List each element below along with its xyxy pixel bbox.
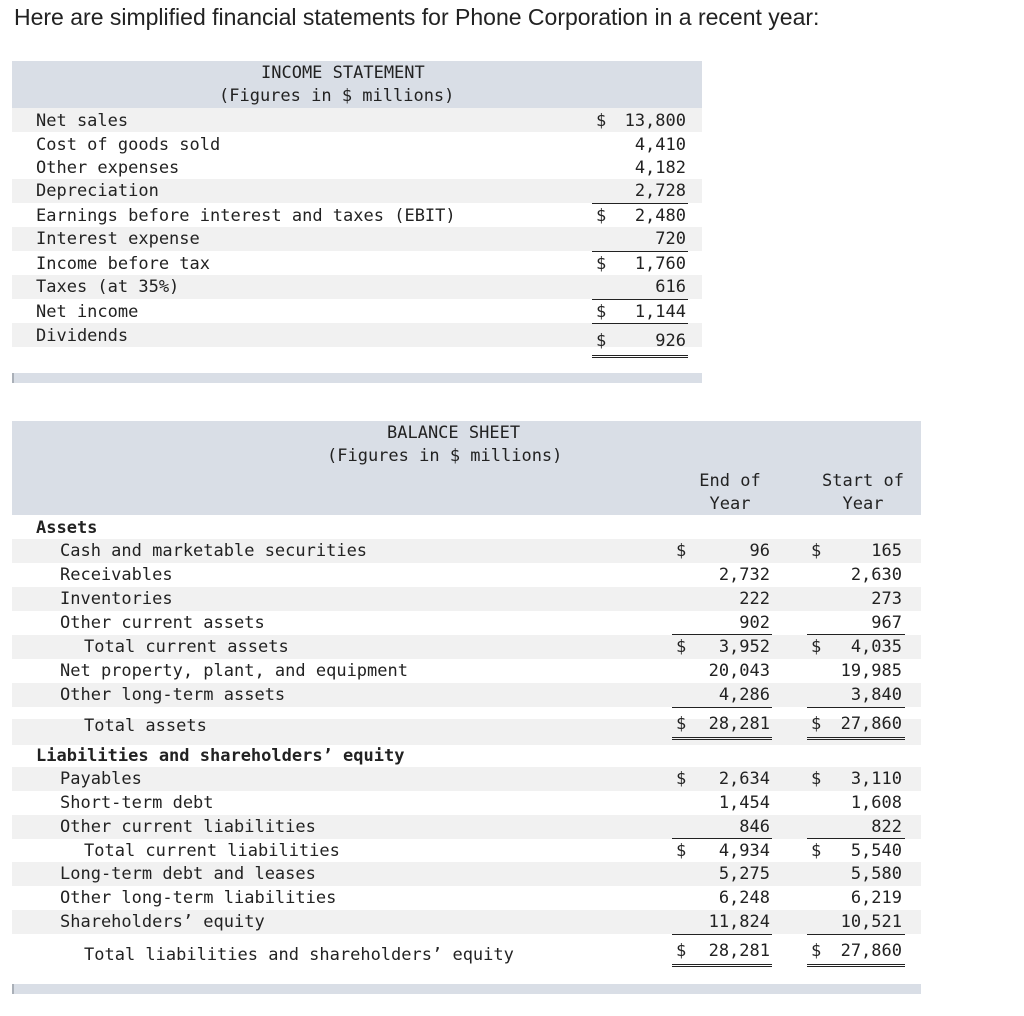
- bs-row-start-value: 10,521: [840, 912, 902, 932]
- is-row-label: Net income: [36, 302, 139, 322]
- is-row-value: 1,144: [634, 302, 686, 322]
- bs-row-other-long-term-liabilities: [12, 886, 921, 910]
- bs-row-start-value: 5,580: [850, 864, 902, 884]
- is-row-cogs: [12, 133, 702, 157]
- balance-sheet-header: [12, 421, 921, 515]
- bs-row-end-value: 28,281: [708, 941, 770, 961]
- bs-row-label: Total current assets: [84, 637, 289, 657]
- is-row-label: Depreciation: [36, 181, 159, 201]
- bs-section-label: Liabilities and shareholders’ equity: [36, 746, 405, 766]
- bs-row-other-current-liabilities: [12, 815, 921, 839]
- bs-row-start-value: 4,035: [850, 637, 902, 657]
- bs-row-currency-start: $: [811, 541, 822, 561]
- bs-row-total-liabilities-equity: [12, 939, 921, 963]
- bs-row-start-value: 5,540: [850, 841, 902, 861]
- bs-row-total-assets: [12, 712, 921, 736]
- bs-row-start-value: 3,840: [850, 685, 902, 705]
- bs-row-start-value: 1,608: [850, 793, 902, 813]
- is-row-value: 616: [655, 277, 686, 297]
- income-statement-footer-bar: [12, 373, 702, 383]
- income-statement-header: [12, 61, 702, 108]
- is-row-value: 2,728: [634, 181, 686, 201]
- bs-row-end-value: 4,934: [718, 841, 770, 861]
- bs-row-total-current-assets: [12, 635, 921, 659]
- is-row-label: Taxes (at 35%): [36, 277, 180, 297]
- is-row-value: 13,800: [624, 111, 686, 131]
- bs-row-currency-end: $: [676, 714, 687, 734]
- bs-row-end-value: 3,952: [718, 637, 770, 657]
- is-row-depreciation: [12, 179, 702, 203]
- balance-sheet-footer-bar: [12, 984, 921, 994]
- bs-row-currency-start: $: [811, 714, 822, 734]
- bs-row-start-value: 19,985: [840, 661, 902, 681]
- bs-row-shareholders-equity: [12, 910, 921, 934]
- bs-row-other-long-term-assets: [12, 683, 921, 707]
- is-row-label: Other expenses: [36, 158, 180, 178]
- bs-row-start-value: 6,219: [850, 888, 902, 908]
- bs-row-start-value: 165: [871, 541, 902, 561]
- bs-row-receivables: [12, 563, 921, 587]
- col-header-end-of-year-line1: End of: [699, 471, 761, 491]
- bs-row-currency-end: $: [676, 941, 687, 961]
- is-row-currency: $: [596, 111, 607, 131]
- bs-row-payables: [12, 767, 921, 791]
- balance-sheet-subtitle: (Figures in $ millions): [327, 446, 563, 466]
- bs-row-start-value: 2,630: [850, 565, 902, 585]
- is-row-value: 2,480: [634, 206, 686, 226]
- is-row-label: Dividends: [36, 326, 129, 346]
- income-statement-title: INCOME STATEMENT: [261, 63, 425, 83]
- is-row-other-expenses: [12, 156, 702, 180]
- is-row-taxes: [12, 275, 702, 299]
- is-row-income-before-tax: [12, 252, 702, 276]
- is-row-label: Earnings before interest and taxes (EBIT): [36, 206, 456, 226]
- bs-row-currency-end: $: [676, 769, 687, 789]
- bs-row-label: Total assets: [84, 716, 207, 736]
- bs-row-end-value: 902: [739, 613, 770, 633]
- bs-row-short-term-debt: [12, 791, 921, 815]
- is-row-label: Cost of goods sold: [36, 135, 221, 155]
- bs-row-end-value: 222: [739, 589, 770, 609]
- bs-row-end-value: 1,454: [718, 793, 770, 813]
- bs-row-end-value: 4,286: [718, 685, 770, 705]
- col-header-start-of-year-line1: Start of: [822, 471, 904, 491]
- intro-text: Here are simplified financial statements for Phone Corporation in a recent year:: [14, 4, 820, 30]
- bs-row-start-value: 822: [871, 817, 902, 837]
- income-statement-subtitle: (Figures in $ millions): [219, 86, 455, 106]
- bs-row-start-value: 967: [871, 613, 902, 633]
- bs-row-label: Net property, plant, and equipment: [60, 661, 408, 681]
- is-row-currency: $: [596, 206, 607, 226]
- bs-row-label: Short-term debt: [60, 793, 214, 813]
- bs-row-currency-start: $: [811, 769, 822, 789]
- bs-row-start-value: 27,860: [840, 714, 902, 734]
- bs-row-end-value: 20,043: [708, 661, 770, 681]
- bs-row-label: Other current assets: [60, 613, 265, 633]
- is-row-label: Interest expense: [36, 229, 200, 249]
- bs-row-long-term-debt: [12, 862, 921, 886]
- bs-row-start-value: 273: [871, 589, 902, 609]
- bs-row-currency-end: $: [676, 541, 687, 561]
- bs-row-start-value: 3,110: [850, 769, 902, 789]
- bs-row-label: Receivables: [60, 565, 173, 585]
- bs-row-label: Cash and marketable securities: [60, 541, 368, 561]
- bs-row-label: Total current liabilities: [84, 841, 340, 861]
- bs-section-assets: [12, 516, 921, 540]
- bs-row-end-value: 96: [749, 541, 770, 561]
- bs-row-label: Long-term debt and leases: [60, 864, 316, 884]
- bs-row-end-value: 11,824: [708, 912, 770, 932]
- is-row-value: 4,410: [634, 135, 686, 155]
- is-row-value: 720: [655, 229, 686, 249]
- col-header-end-of-year-line2: Year: [709, 494, 751, 514]
- income-statement-table: [12, 61, 702, 383]
- bs-row-total-current-liabilities: [12, 839, 921, 863]
- bs-row-currency-start: $: [811, 941, 822, 961]
- bs-row-label: Shareholders’ equity: [60, 912, 265, 932]
- bs-row-start-value: 27,860: [840, 941, 902, 961]
- is-row-value: 4,182: [634, 158, 686, 178]
- bs-row-label: Other long-term assets: [60, 685, 286, 705]
- is-row-dividends: [12, 325, 702, 349]
- bs-row-currency-end: $: [676, 637, 687, 657]
- bs-row-label: Total liabilities and shareholders’ equity: [84, 945, 514, 965]
- bs-row-label: Inventories: [60, 589, 173, 609]
- bs-row-label: Other current liabilities: [60, 817, 316, 837]
- bs-row-cash: [12, 539, 921, 563]
- is-row-currency: $: [596, 331, 607, 351]
- bs-row-end-value: 5,275: [718, 864, 770, 884]
- bs-row-net-ppe: [12, 659, 921, 683]
- bs-row-end-value: 28,281: [708, 714, 770, 734]
- bs-row-currency-start: $: [811, 637, 822, 657]
- is-row-ebit: [12, 204, 702, 228]
- bs-row-label: Payables: [60, 769, 142, 789]
- bs-row-end-value: 2,634: [718, 769, 770, 789]
- is-row-currency: $: [596, 254, 607, 274]
- bs-section-label: Assets: [36, 518, 98, 538]
- balance-sheet-title: BALANCE SHEET: [387, 423, 521, 443]
- bs-row-end-value: 6,248: [718, 888, 770, 908]
- is-row-net-sales: [12, 109, 702, 133]
- bs-row-currency-end: $: [676, 841, 687, 861]
- is-row-label: Net sales: [36, 111, 129, 131]
- bs-row-inventories: [12, 587, 921, 611]
- is-row-value: 926: [655, 331, 686, 351]
- bs-row-currency-start: $: [811, 841, 822, 861]
- bs-row-other-current-assets: [12, 611, 921, 635]
- is-row-net-income: [12, 300, 702, 324]
- is-row-currency: $: [596, 302, 607, 322]
- bs-row-end-value: 2,732: [718, 565, 770, 585]
- is-row-value: 1,760: [634, 254, 686, 274]
- is-row-label: Income before tax: [36, 254, 210, 274]
- bs-row-end-value: 846: [739, 817, 770, 837]
- balance-sheet-table: [12, 421, 921, 994]
- bs-row-label: Other long-term liabilities: [60, 888, 337, 908]
- is-row-interest: [12, 227, 702, 251]
- bs-section-liabilities: [12, 744, 921, 768]
- col-header-start-of-year-line2: Year: [842, 494, 884, 514]
